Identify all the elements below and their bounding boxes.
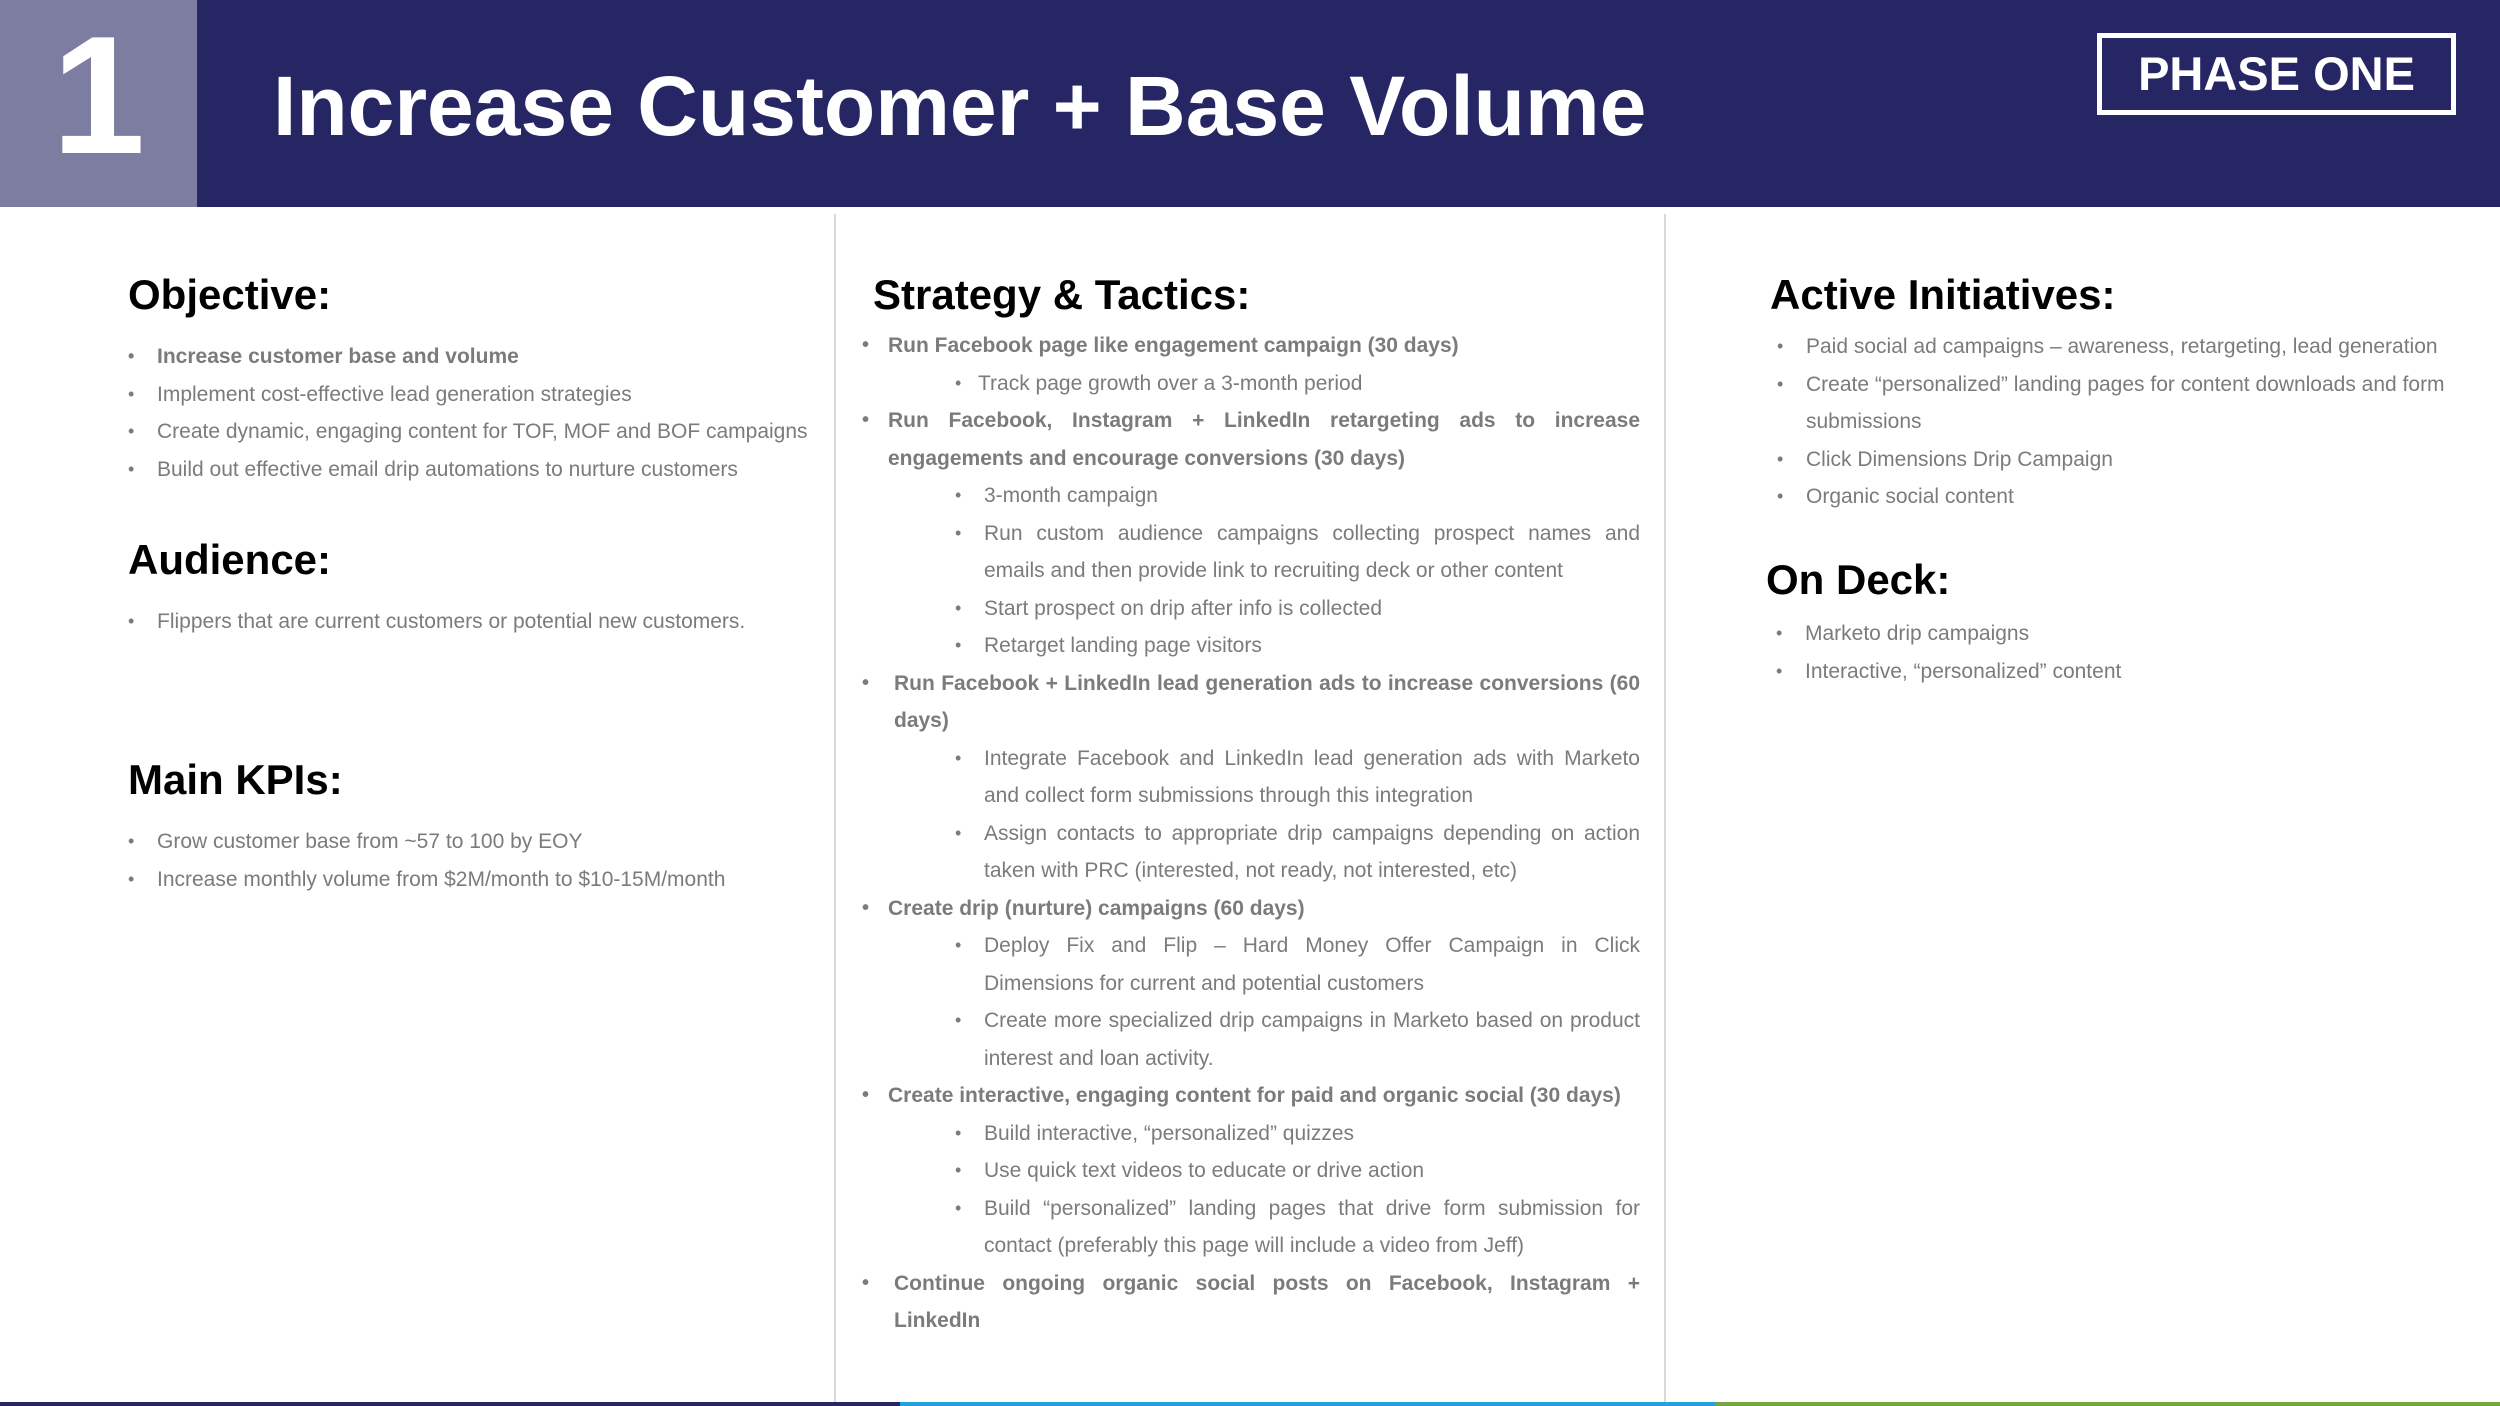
objective-heading: Objective: — [128, 271, 332, 318]
strategy-item: • Continue ongoing organic social posts on Facebook, Instagram + LinkedIn — [862, 1265, 1640, 1340]
strategy-item: • Run Facebook page like engagement campaign (30 days) — [862, 327, 1640, 365]
bottom-bar-blue — [900, 1402, 1715, 1406]
strategy-subitem: • Start prospect on drip after info is collected — [862, 590, 1640, 628]
list-item: • Implement cost-effective lead generation strategies — [128, 376, 828, 414]
strategy-subitem: • Build “personalized” landing pages that drive form submission for contact (preferably this page will include a video from Jeff) — [862, 1190, 1640, 1265]
strategy-subitem: • 3-month campaign — [862, 477, 1640, 515]
strategy-subitem: • Integrate Facebook and LinkedIn lead generation ads with Marketo and collect form submissions through this integration — [862, 740, 1640, 815]
strategy-subitem: • Run custom audience campaigns collecting prospect names and emails and then provide link to recruiting deck or other content — [862, 515, 1640, 590]
audience-heading: Audience: — [128, 536, 332, 583]
column-divider — [834, 214, 836, 1406]
phase-badge: PHASE ONE — [2097, 33, 2456, 115]
list-item: • Paid social ad campaigns – awareness, retargeting, lead generation — [1777, 328, 2457, 366]
on-deck-heading: On Deck: — [1766, 556, 1951, 603]
active-initiatives-heading: Active Initiatives: — [1770, 271, 2116, 318]
on-deck-list — [1776, 615, 2456, 690]
strategy-subitem: • Retarget landing page visitors — [862, 627, 1640, 665]
strategy-subitem: • Use quick text videos to educate or drive action — [862, 1152, 1640, 1190]
strategy-item: • Run Facebook, Instagram + LinkedIn retargeting ads to increase engagements and encourage conversions (30 days) — [862, 402, 1640, 477]
kpis-list — [128, 823, 828, 898]
strategy-subitem: • Build interactive, “personalized” quizzes — [862, 1115, 1640, 1153]
objective-list — [128, 338, 828, 488]
page-title: Increase Customer + Base Volume — [273, 59, 1647, 153]
list-item: • Increase monthly volume from $2M/month to $10-15M/month — [128, 861, 828, 899]
slide-header — [0, 0, 2500, 207]
audience-list — [128, 603, 828, 641]
kpis-heading: Main KPIs: — [128, 756, 343, 803]
list-item: • Grow customer base from ~57 to 100 by EOY — [128, 823, 828, 861]
list-item: • Create “personalized” landing pages for content downloads and form submissions — [1777, 366, 2457, 441]
strategy-subitem: • Deploy Fix and Flip – Hard Money Offer Campaign in Click Dimensions for current and potential customers — [862, 927, 1640, 1002]
bottom-bar-green — [1715, 1402, 2500, 1406]
column-divider — [1664, 214, 1666, 1406]
strategy-item: • Run Facebook + LinkedIn lead generation ads to increase conversions (60 days) — [862, 665, 1640, 740]
list-item: • Interactive, “personalized” content — [1776, 653, 2456, 691]
list-item: • Increase customer base and volume — [128, 338, 828, 376]
strategy-subitem: • Create more specialized drip campaigns in Marketo based on product interest and loan activity. — [862, 1002, 1640, 1077]
list-item: • Build out effective email drip automations to nurture customers — [128, 451, 828, 489]
list-item: • Click Dimensions Drip Campaign — [1777, 441, 2457, 479]
list-item: • Marketo drip campaigns — [1776, 615, 2456, 653]
strategy-list — [862, 327, 1640, 1340]
list-item: • Organic social content — [1777, 478, 2457, 516]
list-item: • Flippers that are current customers or potential new customers. — [128, 603, 828, 641]
strategy-heading: Strategy & Tactics: — [873, 271, 1251, 318]
phase-number: 1 — [0, 0, 197, 207]
strategy-item: • Create drip (nurture) campaigns (60 days) — [862, 890, 1640, 928]
strategy-subitem: • Assign contacts to appropriate drip campaigns depending on action taken with PRC (interested, not ready, not interested, etc) — [862, 815, 1640, 890]
strategy-subitem: • Track page growth over a 3-month period — [862, 365, 1640, 403]
strategy-item: • Create interactive, engaging content for paid and organic social (30 days) — [862, 1077, 1640, 1115]
bottom-bar-navy — [0, 1402, 900, 1406]
list-item: • Create dynamic, engaging content for TOF, MOF and BOF campaigns — [128, 413, 828, 451]
active-initiatives-list — [1777, 328, 2457, 516]
